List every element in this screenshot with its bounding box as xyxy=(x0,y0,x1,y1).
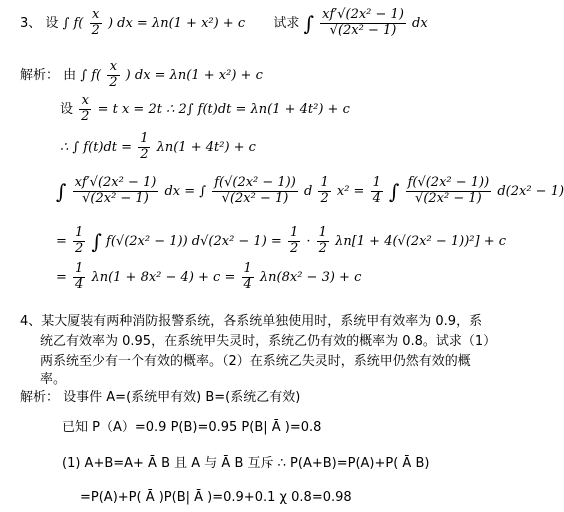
solution3-line3 xyxy=(60,132,256,163)
solution3-line2 xyxy=(60,94,350,125)
solution3-line2-mid: = t x = 2t ∴ 2∫ f(t)dt = λn(1 + 4t²) + c xyxy=(97,101,350,117)
fraction-numerator: 1 xyxy=(318,225,327,240)
fraction-numerator: f(√(2x² − 1)) xyxy=(407,175,490,190)
solution3-line4-quarter xyxy=(371,176,383,207)
fraction-numerator: 1 xyxy=(75,225,84,240)
problem3-number: 3、 xyxy=(20,15,42,31)
solution3-line1-right: ) dx = λn(1 + x²) + c xyxy=(125,67,263,83)
fraction-numerator: x xyxy=(79,94,91,110)
problem4-line4: 率。 xyxy=(40,372,67,387)
equals-sign: = xyxy=(56,269,67,285)
solution3-line5-half3 xyxy=(317,226,329,257)
integral-sign: ∫ xyxy=(389,179,400,204)
solution3-sub-fraction xyxy=(79,94,91,125)
fraction-numerator: 1 xyxy=(372,175,381,190)
fraction-denominator: √(2x² − 1) xyxy=(415,190,482,206)
fraction-denominator: 4 xyxy=(243,276,252,292)
solution3-line4-f xyxy=(212,176,298,207)
solution4-events: 设事件 A=(系统甲有效) B=(系统乙有效) xyxy=(63,390,301,405)
integral-sign: ∫ xyxy=(91,229,102,254)
solution3-line5-half xyxy=(73,226,85,257)
solution3-line4-end: d(2x² − 1) xyxy=(497,183,564,199)
solution3-line1-prefix: 由 xyxy=(63,67,77,83)
problem3-ask-fraction xyxy=(320,8,406,39)
solution4-known: 已知 P（A）=0.9 P(B)=0.95 P(B| Ā )=0.8 xyxy=(62,420,322,435)
fraction-numerator: xf′√(2x² − 1) xyxy=(322,7,404,22)
integral-sign: ∫ xyxy=(56,179,67,204)
solution4-label: 解析： xyxy=(20,390,60,405)
fraction-numerator: f(√(2x² − 1)) xyxy=(214,175,296,190)
solution3-line5 xyxy=(56,226,506,257)
fraction-numerator: 1 xyxy=(320,175,329,190)
fraction-denominator: 2 xyxy=(91,22,100,38)
solution3-line6-quarter xyxy=(73,262,85,293)
fraction-numerator: 1 xyxy=(75,261,84,276)
solution3-fraction xyxy=(107,60,119,91)
solution3-line5-dot: · xyxy=(306,233,311,249)
solution3-line4-mid: dx = ∫ xyxy=(164,183,207,199)
solution4-line1 xyxy=(20,390,300,406)
problem3-given-label: 设 xyxy=(45,15,59,31)
solution3-label: 解析： xyxy=(20,67,60,83)
fraction-denominator: 2 xyxy=(289,240,299,256)
fraction-denominator: 2 xyxy=(81,108,90,124)
solution3-line6-quarter2 xyxy=(242,262,254,293)
fraction-denominator: 2 xyxy=(140,146,149,162)
solution3-line1 xyxy=(20,60,263,91)
solution3-line4-f2 xyxy=(406,176,492,207)
problem3-given-right: ) dx = λn(1 + x²) + c xyxy=(107,15,246,31)
solution3-line4-half xyxy=(318,176,330,207)
problem4-line3: 两系统至少有一个有效的概率。（2）在系统乙失灵时，系统甲仍然有效的概 xyxy=(40,354,471,369)
solution3-line5-body: f(√(2x² − 1)) d√(2x² − 1) = xyxy=(106,233,282,249)
problem3-statement xyxy=(20,8,428,39)
fraction-denominator: 4 xyxy=(75,276,84,292)
problem3-ask-dx: dx xyxy=(412,15,428,31)
problem3-fraction xyxy=(90,8,102,39)
fraction-denominator: 2 xyxy=(75,240,84,256)
fraction-denominator: 2 xyxy=(320,190,329,206)
problem3-ask-label: 试求 xyxy=(273,15,300,31)
fraction-denominator: 2 xyxy=(109,74,118,90)
solution3-line4-lhs xyxy=(73,176,159,207)
fraction-denominator: 2 xyxy=(318,240,327,256)
fraction-denominator: √(2x² − 1) xyxy=(329,22,397,38)
fraction-numerator: 1 xyxy=(140,131,149,146)
problem4-line1: 4、某大厦装有两种消防报警系统，各系统单独使用时，系统甲有效率为 0.9，系 xyxy=(20,314,483,329)
solution4-part1: (1) A+B=A+ Ā B 且 A 与 Ā B 互斥 ∴ P(A+B)=P(A)+P( Ā B) xyxy=(62,456,430,471)
fraction-denominator: 4 xyxy=(372,190,381,206)
fraction-numerator: 1 xyxy=(289,225,299,240)
solution3-line6-a: λn(1 + 8x² − 4) + c = xyxy=(91,269,236,285)
equals-sign: = xyxy=(56,233,67,249)
solution3-line4-after-half: x² = xyxy=(336,183,365,199)
fraction-numerator: 1 xyxy=(243,261,252,276)
solution3-integral: ∫ f( xyxy=(80,67,102,83)
fraction-denominator: √(2x² − 1) xyxy=(221,190,289,206)
solution3-line4-d: d xyxy=(303,183,313,199)
solution3-line5-end: λn[1 + 4(√(2x² − 1))²] + c xyxy=(335,233,506,249)
problem3-ask-integral: ∫ xyxy=(303,11,314,36)
fraction-numerator: xf′√(2x² − 1) xyxy=(74,175,157,190)
solution3-line5-half2 xyxy=(288,226,300,257)
solution3-set-label: 设 xyxy=(60,101,74,117)
solution3-line4 xyxy=(56,176,564,207)
solution3-line3-right: λn(1 + 4t²) + c xyxy=(156,139,256,155)
solution3-half xyxy=(138,132,150,163)
fraction-denominator: √(2x² − 1) xyxy=(82,190,149,206)
fraction-numerator: x xyxy=(90,8,102,24)
solution3-line6-b: λn(8x² − 3) + c xyxy=(259,269,362,285)
solution4-part1-cont: =P(A)+P( Ā )P(B| Ā )=0.9+0.1 χ 0.8=0.98 xyxy=(80,490,352,505)
solution3-line3-left: ∴ ∫ f(t)dt = xyxy=(60,139,133,155)
problem3-integrand-left: ∫ f( xyxy=(62,15,84,31)
problem4-line2: 统乙有效率为 0.95，在系统甲失灵时，系统乙仍有效的概率为 0.8。试求（1） xyxy=(40,334,497,349)
solution3-line6 xyxy=(56,262,361,293)
fraction-numerator: x xyxy=(107,60,119,76)
